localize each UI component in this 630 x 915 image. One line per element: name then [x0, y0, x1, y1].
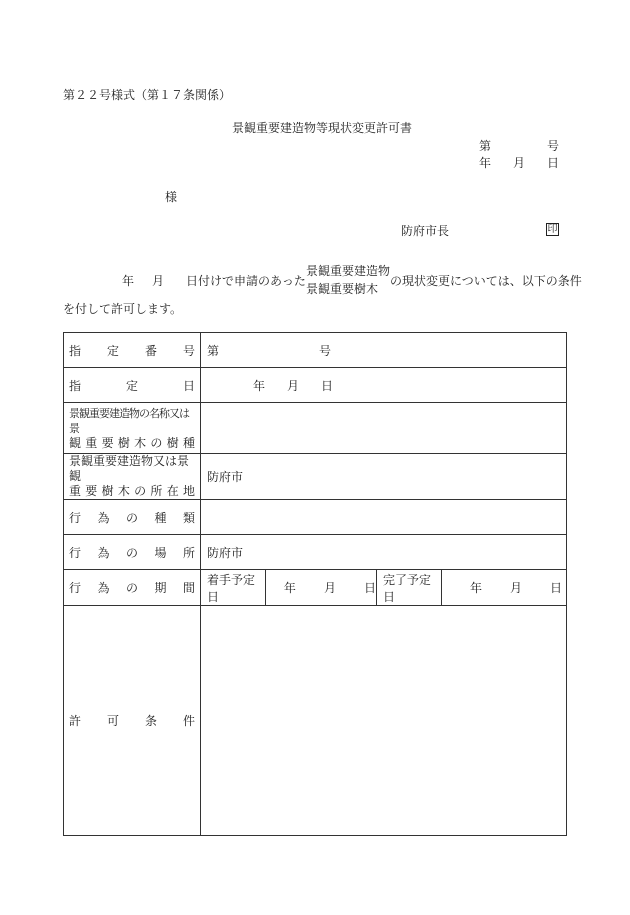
value-conditions [201, 606, 567, 836]
body-option-tree: 景観重要樹木 [306, 282, 379, 296]
label-conditions: 許 可 条 件 [64, 606, 201, 836]
body-option-building: 景観重要建造物 [306, 264, 391, 278]
label-name: 景観重要建造物の名称又は景 観 重 要 樹 木 の 樹 種 [64, 403, 201, 454]
label-designation-number: 指 定 番 号 [64, 333, 201, 368]
body-line-2: を付して許可します。 [63, 302, 183, 316]
value-act-type [201, 500, 567, 535]
start-date-label: 着手予定日 [201, 570, 266, 605]
label-location: 景観重要建造物又は景観 重 要 樹 木 の 所 在 地 [64, 454, 201, 500]
label-act-place: 行 為 の 場 所 [64, 535, 201, 570]
addressee-suffix: 様 [165, 190, 178, 204]
form-number: 第２２号様式（第１７条関係） [63, 88, 232, 102]
permit-number-suffix: 号 [547, 139, 560, 153]
row-act-type [64, 500, 567, 535]
row-act-period [64, 570, 567, 606]
permit-table [63, 332, 567, 836]
start-date-value: 年 月 日 [266, 570, 377, 605]
permit-number-prefix: 第 [479, 139, 492, 153]
body-date-tail: 日付けで申請のあった [186, 274, 306, 288]
end-date-value: 年 月 日 [469, 581, 562, 595]
row-designation-number [64, 333, 567, 368]
row-act-place [64, 535, 567, 570]
body-after: の現状変更については、以下の条件 [390, 274, 582, 288]
issuer-name: 防府市長 [401, 224, 450, 238]
body-month: 月 [152, 274, 165, 288]
issue-year: 年 [479, 156, 492, 170]
body-year: 年 [122, 274, 135, 288]
seal-mark: 印 [547, 224, 558, 235]
value-designation-date: 年 月 日 [201, 368, 567, 403]
label-act-type: 行 為 の 種 類 [64, 500, 201, 535]
label-designation-date: 指 定 日 [64, 368, 201, 403]
document-title: 景観重要建造物等現状変更許可書 [232, 121, 413, 135]
label-act-period: 行 為 の 期 間 [64, 570, 201, 606]
value-location: 防府市 [201, 454, 567, 500]
end-date-label: 完了予定日 [377, 570, 442, 605]
value-act-period [201, 570, 567, 606]
row-name [64, 403, 567, 454]
row-conditions [64, 606, 567, 836]
value-designation-number: 第 号 [201, 333, 567, 368]
issue-month: 月 [513, 156, 526, 170]
issue-day: 日 [547, 156, 560, 170]
value-act-place: 防府市 [201, 535, 567, 570]
value-name [201, 403, 567, 454]
row-location [64, 454, 567, 500]
row-designation-date [64, 368, 567, 403]
